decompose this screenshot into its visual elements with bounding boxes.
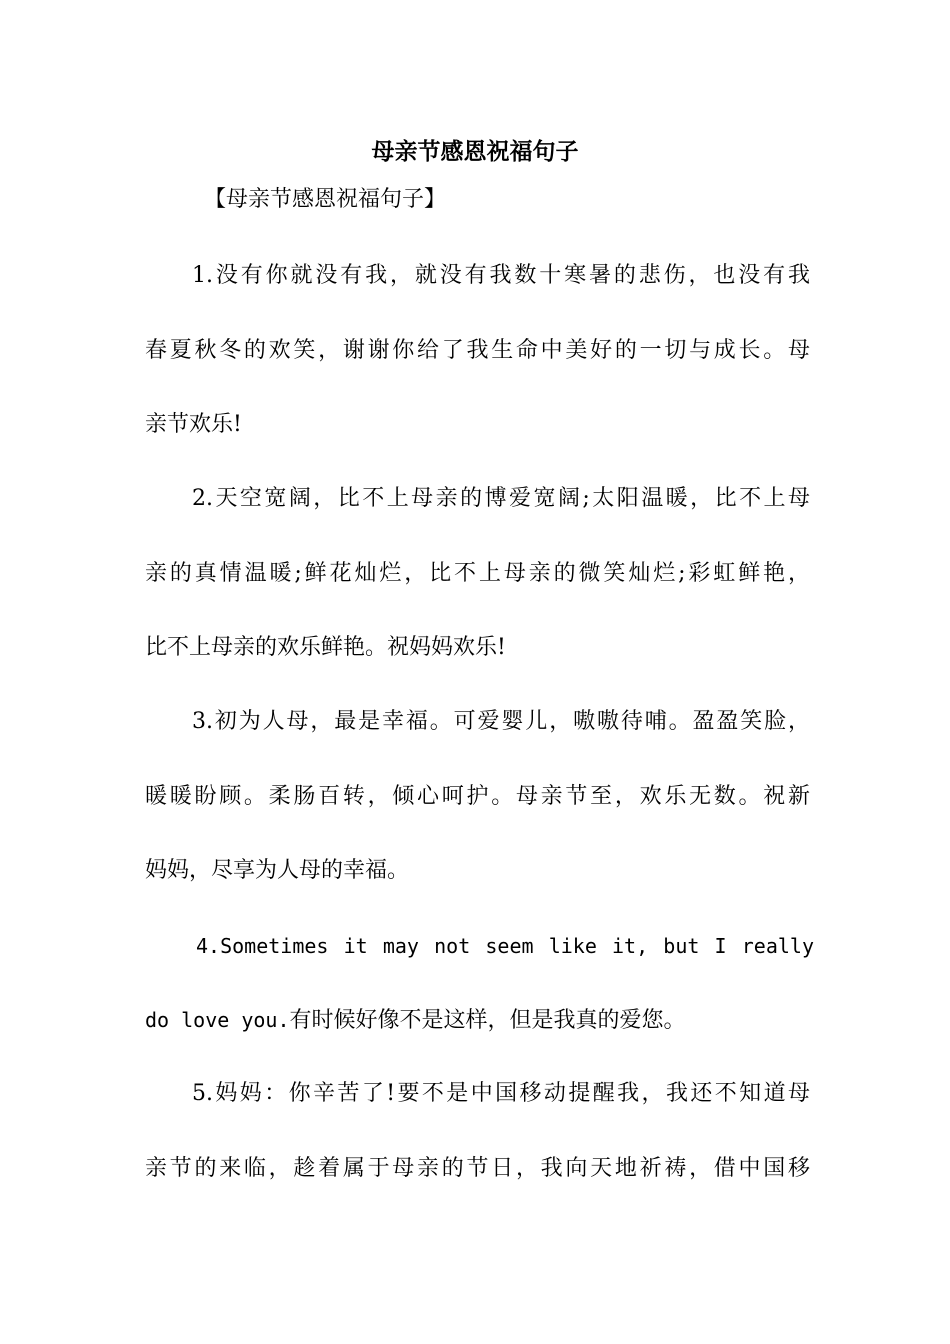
paragraph-1-line-3: 亲节欢乐! <box>145 412 242 437</box>
paragraph-5-line-1: 5.妈妈：你辛苦了!要不是中国移动提醒我，我还不知道母 <box>192 1081 810 1106</box>
paragraph-3-line-1: 3.初为人母，最是幸福。可爱婴儿，嗷嗷待哺。盈盈笑脸， <box>192 709 810 734</box>
document-subtitle: 【母亲节感恩祝福句子】 <box>204 187 447 212</box>
document-title: 母亲节感恩祝福句子 <box>371 138 579 165</box>
paragraph-3-line-2: 暖暖盼顾。柔肠百转，倾心呵护。母亲节至，欢乐无数。祝新 <box>145 784 810 809</box>
paragraph-3-line-3: 妈妈，尽享为人母的幸福。 <box>145 858 410 883</box>
paragraph-1-line-2: 春夏秋冬的欢笑，谢谢你给了我生命中美好的一切与成长。母 <box>145 338 810 363</box>
paragraph-4-line-2-english: do love you. <box>145 1008 290 1032</box>
paragraph-5-line-2: 亲节的来临，趁着属于母亲的节日，我向天地祈祷，借中国移 <box>145 1156 810 1181</box>
paragraph-2-line-1: 2.天空宽阔，比不上母亲的博爱宽阔;太阳温暖，比不上母 <box>192 486 810 511</box>
paragraph-4-line-2-chinese: 有时候好像不是这样，但是我真的爱您。 <box>289 1008 686 1033</box>
paragraph-2-line-2: 亲的真情温暖;鲜花灿烂，比不上母亲的微笑灿烂;彩虹鲜艳， <box>145 561 810 586</box>
paragraph-4-line-1: 4.Sometimes it may not seem like it, but I really <box>196 934 814 958</box>
paragraph-4-line-2 <box>145 1004 810 1037</box>
paragraph-2-line-3: 比不上母亲的欢乐鲜艳。祝妈妈欢乐! <box>145 635 506 660</box>
paragraph-1-line-1: 1.没有你就没有我，就没有我数十寒暑的悲伤，也没有我 <box>192 263 810 288</box>
